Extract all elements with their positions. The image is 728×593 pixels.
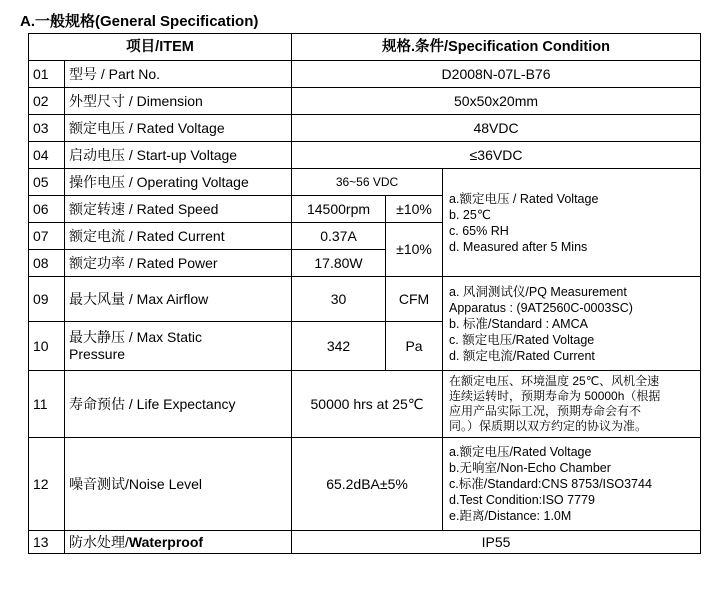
item-label: 额定功率 / Rated Power xyxy=(65,250,292,277)
table-row xyxy=(29,115,701,142)
condition-line: b. 标准/Standard : AMCA xyxy=(449,316,588,331)
spec-value: 17.80W xyxy=(292,250,386,277)
condition-note-rated xyxy=(443,169,701,277)
item-label: 额定电压 / Rated Voltage xyxy=(65,115,292,142)
item-label-en: Waterproof xyxy=(128,533,204,550)
condition-line: a.额定电压/Rated Voltage xyxy=(449,445,592,459)
row-number: 04 xyxy=(29,142,65,169)
condition-line: b. 25℃ xyxy=(449,207,491,222)
row-number: 13 xyxy=(29,531,65,554)
header-condition: 规格.条件/Specification Condition xyxy=(292,34,701,61)
row-number: 09 xyxy=(29,277,65,322)
table-row xyxy=(29,169,701,196)
condition-line: c.标准/Standard:CNS 8753/ISO3744 xyxy=(449,477,652,491)
condition-note-airflow xyxy=(443,277,701,371)
condition-line: Apparatus : (9AT2560C-0003SC) xyxy=(449,300,633,315)
header-item: 项目/ITEM xyxy=(29,34,292,61)
condition-line: d. 额定电流/Rated Current xyxy=(449,348,595,363)
condition-line: 在额定电压、环境温度 25℃、风机全速 xyxy=(449,374,660,388)
condition-line: c. 额定电压/Rated Voltage xyxy=(449,332,595,347)
item-label xyxy=(65,322,292,371)
item-label: 额定转速 / Rated Speed xyxy=(65,196,292,223)
row-number: 10 xyxy=(29,322,65,371)
row-number: 07 xyxy=(29,223,65,250)
item-label xyxy=(65,531,292,554)
condition-line: d.Test Condition:ISO 7779 xyxy=(449,493,595,507)
condition-line: d. Measured after 5 Mins xyxy=(449,239,588,254)
spec-table xyxy=(28,33,701,554)
table-row xyxy=(29,88,701,115)
spec-value: D2008N-07L-B76 xyxy=(292,61,701,88)
unit: CFM xyxy=(386,277,443,322)
item-label-cn: 防水处理/ xyxy=(69,533,129,550)
condition-line: a. 风洞测试仪/PQ Measurement xyxy=(449,284,627,299)
row-number: 06 xyxy=(29,196,65,223)
condition-line: 应用产品实际工况，预期寿命会有不 xyxy=(449,404,642,418)
row-number: 01 xyxy=(29,61,65,88)
item-label: 型号 / Part No. xyxy=(65,61,292,88)
table-row xyxy=(29,277,701,322)
spec-value: 30 xyxy=(292,277,386,322)
item-label: 启动电压 / Start-up Voltage xyxy=(65,142,292,169)
item-label-line: Pressure xyxy=(69,346,126,362)
spec-value: 14500rpm xyxy=(292,196,386,223)
condition-note-life xyxy=(443,371,701,438)
spec-value: 65.2dBA±5% xyxy=(292,438,443,531)
table-row xyxy=(29,438,701,531)
spec-value: ≤36VDC xyxy=(292,142,701,169)
table-header-row xyxy=(29,34,701,61)
spec-value: 50000 hrs at 25℃ xyxy=(292,371,443,438)
row-number: 11 xyxy=(29,371,65,438)
condition-line: 同。）保质期以双方约定的协议为准。 xyxy=(449,419,648,433)
spec-value: 50x50x20mm xyxy=(292,88,701,115)
row-number: 08 xyxy=(29,250,65,277)
table-row xyxy=(29,371,701,438)
condition-line: e.距离/Distance: 1.0M xyxy=(449,509,572,523)
condition-note-noise xyxy=(443,438,701,531)
item-label-line: 最大静压 / Max Static xyxy=(69,329,203,345)
item-label: 操作电压 / Operating Voltage xyxy=(65,169,292,196)
section-title: A.一般规格(General Specification) xyxy=(20,13,259,30)
item-label: 最大风量 / Max Airflow xyxy=(65,277,292,322)
spec-value: IP55 xyxy=(292,531,701,554)
table-row xyxy=(29,61,701,88)
item-label: 噪音测试/Noise Level xyxy=(65,438,292,531)
condition-line: a.额定电压 / Rated Voltage xyxy=(449,191,599,206)
row-number: 05 xyxy=(29,169,65,196)
spec-value: 0.37A xyxy=(292,223,386,250)
spec-value: 36~56 VDC xyxy=(292,169,443,196)
condition-line: 连续运转时，预期寿命为 50000h（根据 xyxy=(449,389,661,403)
item-label: 寿命预估 / Life Expectancy xyxy=(65,371,292,438)
table-row xyxy=(29,531,701,554)
condition-line: c. 65% RH xyxy=(449,223,509,238)
row-number: 12 xyxy=(29,438,65,531)
item-label: 外型尺寸 / Dimension xyxy=(65,88,292,115)
table-row xyxy=(29,142,701,169)
spec-value: 342 xyxy=(292,322,386,371)
row-number: 02 xyxy=(29,88,65,115)
tolerance: ±10% xyxy=(386,223,443,277)
condition-line: b.无响室/Non-Echo Chamber xyxy=(449,461,611,475)
item-label: 额定电流 / Rated Current xyxy=(65,223,292,250)
spec-value: 48VDC xyxy=(292,115,701,142)
row-number: 03 xyxy=(29,115,65,142)
tolerance: ±10% xyxy=(386,196,443,223)
unit: Pa xyxy=(386,322,443,371)
